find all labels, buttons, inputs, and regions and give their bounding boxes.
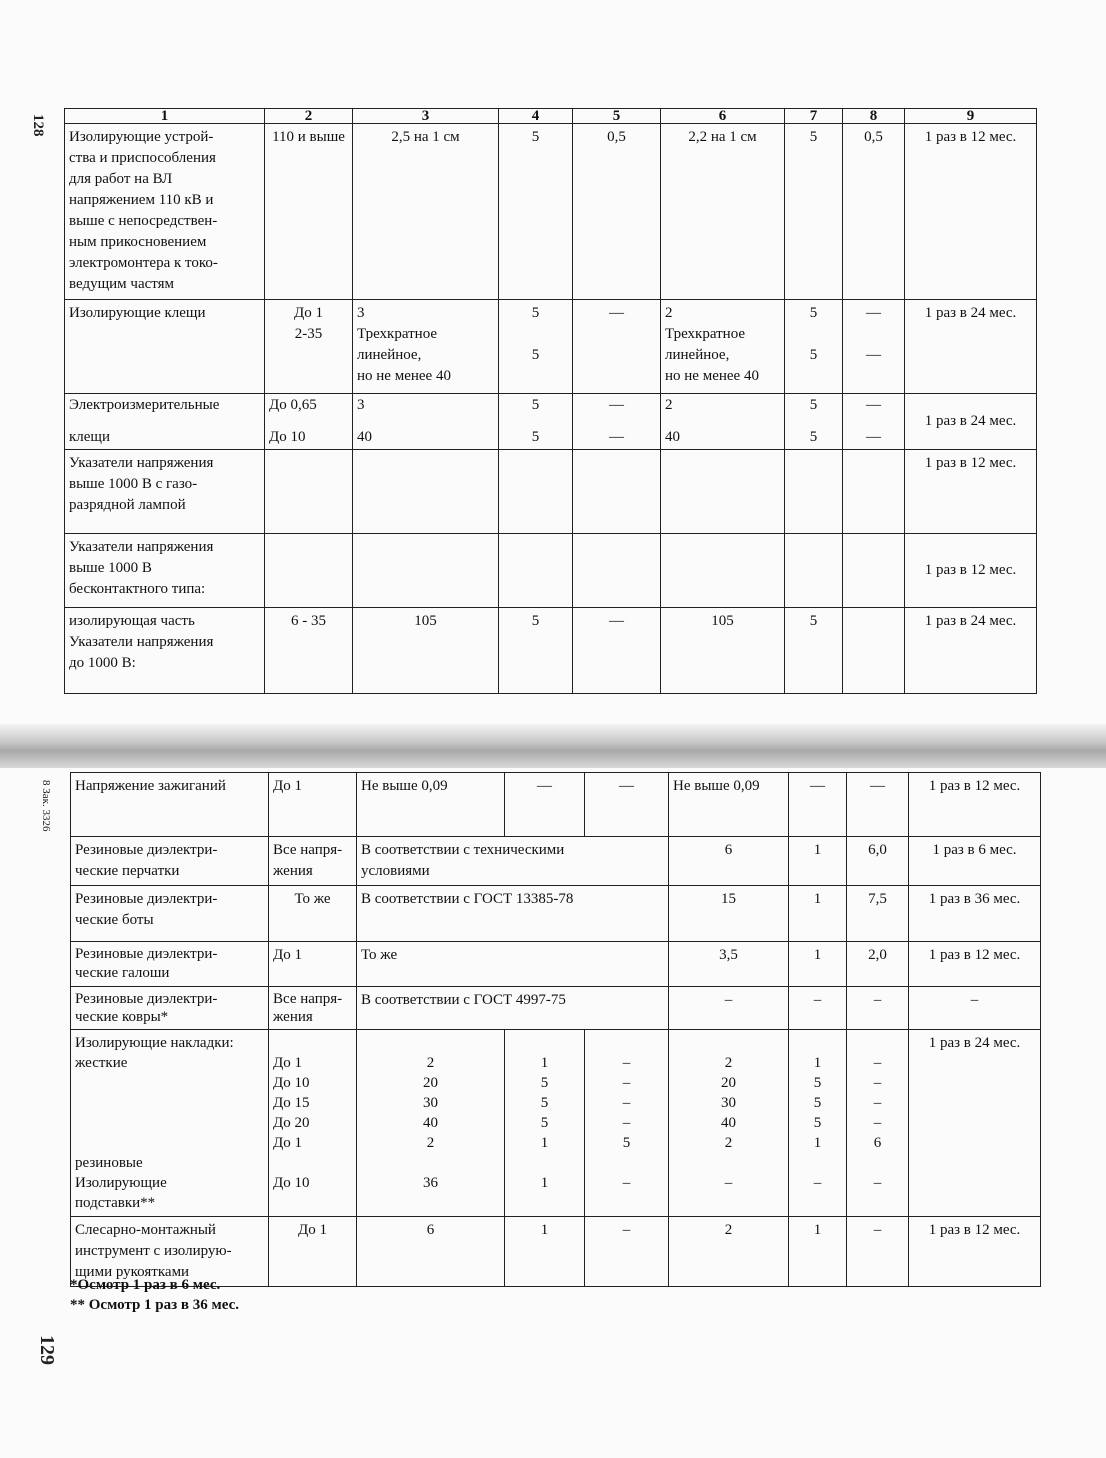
table-row bbox=[65, 394, 1037, 450]
row-name: Резиновые диэлектри- ческие галоши bbox=[71, 942, 269, 987]
cell-col3: Не выше 0,09 bbox=[357, 773, 505, 837]
page-number-bottom: 129 bbox=[36, 1335, 58, 1365]
cell-voltage: До 1 До 10 До 15 До 20 До 1 До 10 bbox=[269, 1030, 357, 1217]
table-row bbox=[65, 300, 1037, 394]
table-row bbox=[71, 987, 1041, 1030]
cell-col3: 105 bbox=[353, 608, 499, 694]
row-name: Напряжение зажиганий bbox=[71, 773, 269, 837]
cell-col7: 1 bbox=[789, 1217, 847, 1287]
row-name: Указатели напряжения выше 1000 В бесконтактного типа: bbox=[65, 534, 265, 608]
table-row bbox=[71, 773, 1041, 837]
row-name: Изолирующие клещи bbox=[65, 300, 265, 394]
cell-col8: 7,5 bbox=[847, 886, 909, 942]
cell-period: 1 раз в 24 мес. bbox=[905, 300, 1037, 394]
cell-col6 bbox=[661, 534, 785, 608]
cell-col5: — bbox=[573, 608, 661, 694]
cell-period: 1 раз в 12 мес. bbox=[905, 534, 1037, 608]
cell-period: 1 раз в 24 мес. bbox=[905, 394, 1037, 450]
cell-voltage: 110 и выше bbox=[265, 124, 353, 300]
cell-col7: – bbox=[789, 987, 847, 1030]
row-name: Резиновые диэлектри- ческие боты bbox=[71, 886, 269, 942]
cell-period: 1 раз в 12 мес. bbox=[909, 773, 1041, 837]
cell-voltage bbox=[265, 534, 353, 608]
cell-voltage: Все напря- жения bbox=[269, 987, 357, 1030]
cell-col7: 5 bbox=[785, 124, 843, 300]
row-name: Указатели напряжения выше 1000 В с газо- разрядной лампой bbox=[65, 450, 265, 534]
cell-voltage: До 0,65 До 10 bbox=[265, 394, 353, 450]
cell-col8: 6,0 bbox=[847, 837, 909, 886]
cell-col5: — bbox=[585, 773, 669, 837]
cell-col5: — bbox=[573, 300, 661, 394]
cell-col7 bbox=[785, 450, 843, 534]
cell-voltage: До 1 bbox=[269, 773, 357, 837]
cell-period: – bbox=[909, 987, 1041, 1030]
cell-col3: 2,5 на 1 см bbox=[353, 124, 499, 300]
equipment-table-upper bbox=[64, 108, 1037, 694]
cell-col6: – bbox=[669, 987, 789, 1030]
cell-period: 1 раз в 24 мес. bbox=[909, 1030, 1041, 1217]
table-row bbox=[71, 886, 1041, 942]
column-number-row bbox=[65, 109, 1037, 124]
footnotes bbox=[70, 1275, 239, 1315]
cell-col4: 1 5 5 5 1 1 bbox=[505, 1030, 585, 1217]
col-header-5: 5 bbox=[573, 109, 661, 124]
table-row bbox=[65, 608, 1037, 694]
cell-col8: — bbox=[847, 773, 909, 837]
equipment-table-lower bbox=[70, 772, 1041, 1287]
cell-period: 1 раз в 12 мес. bbox=[909, 942, 1041, 987]
table-row bbox=[65, 450, 1037, 534]
table-row bbox=[65, 534, 1037, 608]
table-row bbox=[71, 837, 1041, 886]
footnote: ** Осмотр 1 раз в 36 мес. bbox=[70, 1297, 239, 1313]
cell-col8 bbox=[843, 450, 905, 534]
cell-col6: 3,5 bbox=[669, 942, 789, 987]
cell-col6: 2 bbox=[669, 1217, 789, 1287]
cell-col8: – bbox=[847, 987, 909, 1030]
row-name: Изолирующие устрой- ства и приспособления для работ на ВЛ напряжением 110 кВ и выше с непосредствен- ным прикосновением электромонтера к токо- ведущим частям bbox=[65, 124, 265, 300]
cell-col6: 2 20 30 40 2 – bbox=[669, 1030, 789, 1217]
cell-spec: То же bbox=[357, 942, 669, 987]
cell-col8: – – – – 6 – bbox=[847, 1030, 909, 1217]
cell-col8: 2,0 bbox=[847, 942, 909, 987]
table-row bbox=[71, 1030, 1041, 1217]
cell-col3 bbox=[353, 534, 499, 608]
cell-col7: 5 5 bbox=[785, 394, 843, 450]
cell-col4 bbox=[499, 450, 573, 534]
cell-col7: 5 bbox=[785, 608, 843, 694]
cell-col8: — — bbox=[843, 394, 905, 450]
cell-spec: В соответствии с ГОСТ 4997-75 bbox=[357, 987, 669, 1030]
cell-col8 bbox=[843, 534, 905, 608]
cell-col4: 5 bbox=[499, 124, 573, 300]
cell-voltage bbox=[265, 450, 353, 534]
cell-col8: – bbox=[847, 1217, 909, 1287]
table-row bbox=[65, 124, 1037, 300]
cell-col4 bbox=[499, 534, 573, 608]
cell-voltage: То же bbox=[269, 886, 357, 942]
page-fold-shadow bbox=[0, 724, 1106, 768]
cell-voltage: Все напря- жения bbox=[269, 837, 357, 886]
col-header-3: 3 bbox=[353, 109, 499, 124]
cell-col5 bbox=[573, 450, 661, 534]
cell-period: 1 раз в 36 мес. bbox=[909, 886, 1041, 942]
cell-period: 1 раз в 12 мес. bbox=[905, 124, 1037, 300]
cell-col7: 1 5 5 5 1 – bbox=[789, 1030, 847, 1217]
side-mark: 8 Зак. 3326 bbox=[40, 780, 52, 832]
cell-col7: — bbox=[789, 773, 847, 837]
cell-col4: 1 bbox=[505, 1217, 585, 1287]
cell-col6: 2,2 на 1 см bbox=[661, 124, 785, 300]
cell-col6: 2 Трехкратное линейное, но не менее 40 bbox=[661, 300, 785, 394]
row-name: Электроизмерительные клещи bbox=[65, 394, 265, 450]
cell-col7: 1 bbox=[789, 837, 847, 886]
page-number-top: 128 bbox=[30, 114, 46, 137]
cell-col6: 105 bbox=[661, 608, 785, 694]
cell-col3: 2 20 30 40 2 36 bbox=[357, 1030, 505, 1217]
cell-col7: 1 bbox=[789, 886, 847, 942]
cell-period: 1 раз в 24 мес. bbox=[905, 608, 1037, 694]
col-header-7: 7 bbox=[785, 109, 843, 124]
row-name: Слесарно-монтажный инструмент с изолирую- щими рукоятками bbox=[71, 1217, 269, 1287]
cell-col6: 2 40 bbox=[661, 394, 785, 450]
cell-col7: 5 5 bbox=[785, 300, 843, 394]
cell-col6: 15 bbox=[669, 886, 789, 942]
cell-voltage: 6 - 35 bbox=[265, 608, 353, 694]
col-header-2: 2 bbox=[265, 109, 353, 124]
col-header-8: 8 bbox=[843, 109, 905, 124]
cell-period: 1 раз в 12 мес. bbox=[905, 450, 1037, 534]
cell-voltage: До 1 bbox=[269, 1217, 357, 1287]
cell-col5: – – – – 5 – bbox=[585, 1030, 669, 1217]
cell-col5: – bbox=[585, 1217, 669, 1287]
cell-col8: — — bbox=[843, 300, 905, 394]
cell-col5: — — bbox=[573, 394, 661, 450]
cell-voltage: До 1 bbox=[269, 942, 357, 987]
cell-col5: 0,5 bbox=[573, 124, 661, 300]
cell-col6: Не выше 0,09 bbox=[669, 773, 789, 837]
footnote: *Осмотр 1 раз в 6 мес. bbox=[70, 1277, 221, 1293]
cell-col5 bbox=[573, 534, 661, 608]
col-header-1: 1 bbox=[65, 109, 265, 124]
cell-col4: 5 5 bbox=[499, 300, 573, 394]
cell-spec: В соответствии с техническими условиями bbox=[357, 837, 669, 886]
col-header-4: 4 bbox=[499, 109, 573, 124]
cell-col3: 3 40 bbox=[353, 394, 499, 450]
cell-col4: 5 5 bbox=[499, 394, 573, 450]
cell-col3 bbox=[353, 450, 499, 534]
cell-col6: 6 bbox=[669, 837, 789, 886]
cell-spec: В соответствии с ГОСТ 13385-78 bbox=[357, 886, 669, 942]
table-row bbox=[71, 942, 1041, 987]
cell-col7 bbox=[785, 534, 843, 608]
row-name: изолирующая часть Указатели напряжения до 1000 В: bbox=[65, 608, 265, 694]
cell-period: 1 раз в 12 мес. bbox=[909, 1217, 1041, 1287]
cell-col8: 0,5 bbox=[843, 124, 905, 300]
cell-period: 1 раз в 6 мес. bbox=[909, 837, 1041, 886]
col-header-6: 6 bbox=[661, 109, 785, 124]
row-name: Изолирующие накладки: жесткие резиновые Изолирующие подставки** bbox=[71, 1030, 269, 1217]
cell-col4: 5 bbox=[499, 608, 573, 694]
cell-col7: 1 bbox=[789, 942, 847, 987]
row-name: Резиновые диэлектри- ческие ковры* bbox=[71, 987, 269, 1030]
row-name: Резиновые диэлектри- ческие перчатки bbox=[71, 837, 269, 886]
cell-col4: — bbox=[505, 773, 585, 837]
col-header-9: 9 bbox=[905, 109, 1037, 124]
cell-col3: 3 Трехкратное линейное, но не менее 40 bbox=[353, 300, 499, 394]
cell-col3: 6 bbox=[357, 1217, 505, 1287]
cell-col8 bbox=[843, 608, 905, 694]
cell-col6 bbox=[661, 450, 785, 534]
cell-voltage: До 1 2-35 bbox=[265, 300, 353, 394]
